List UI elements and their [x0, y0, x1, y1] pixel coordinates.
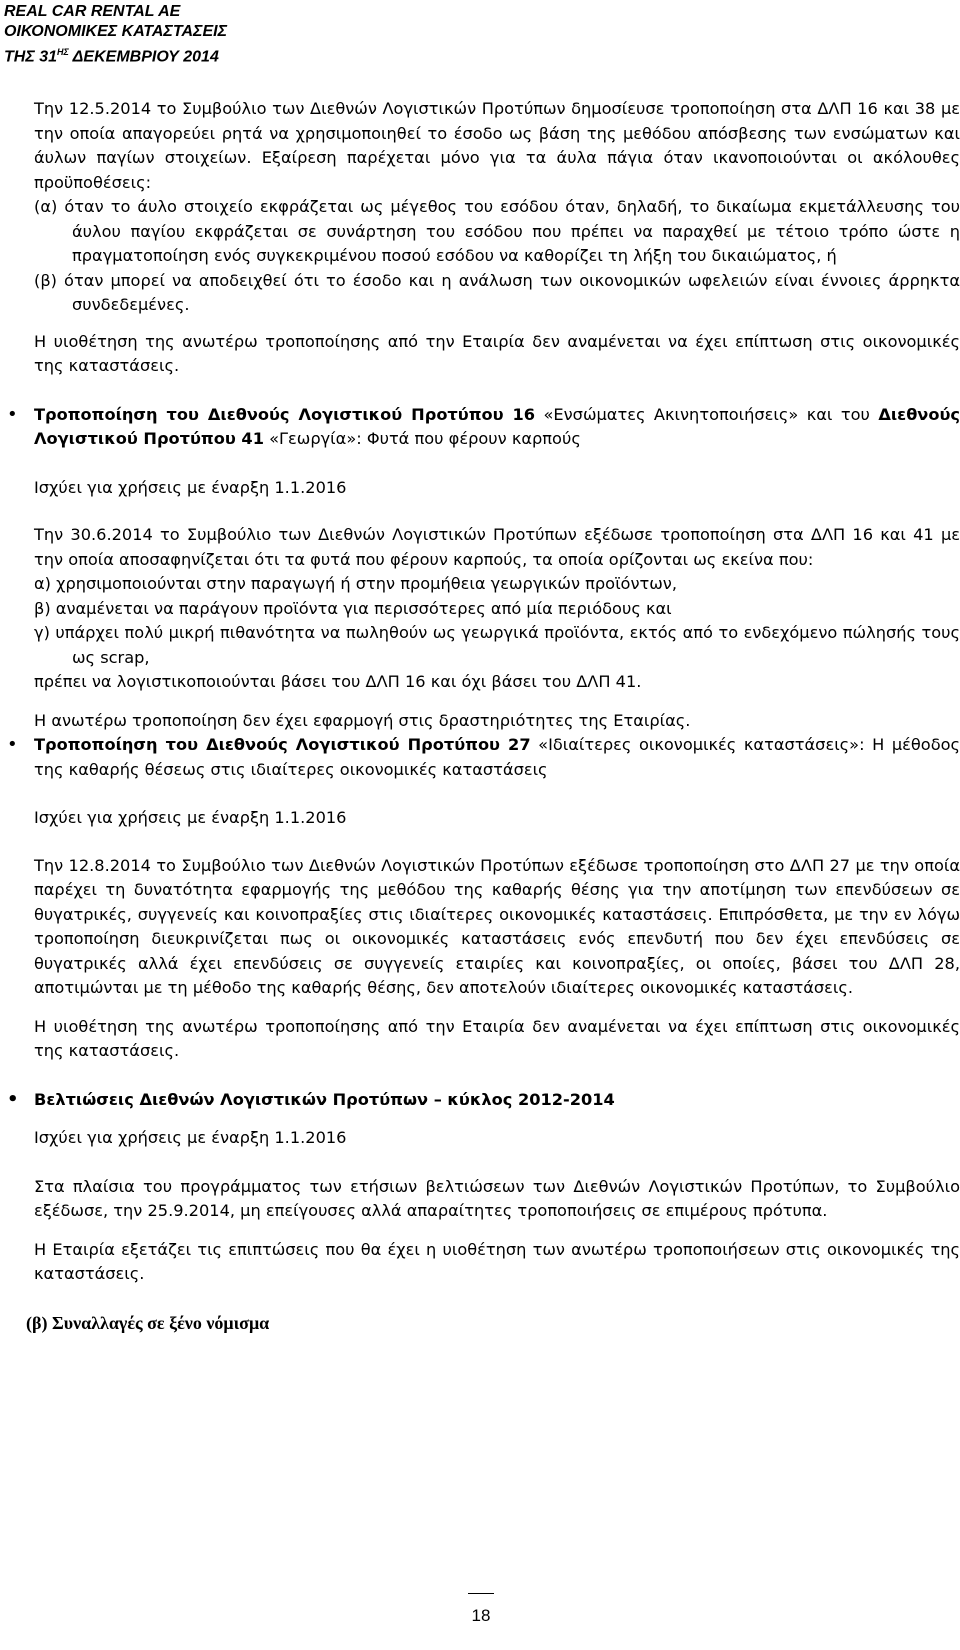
bullet-ias16-41: • Τροποποίηση του Διεθνούς Λογιστικού Προτύπου 16 «Ενσώματες Ακινητοποιήσεις» και του Διεθνούς Λογιστικού Προτύπου 41 «Γεωργία»: Φυτά που φέρουν καρπούς [34, 403, 960, 452]
effective-date: Ισχύει για χρήσεις με έναρξη 1.1.2016 [34, 808, 347, 827]
paragraph: Στα πλαίσια του προγράμματος των ετήσιων βελτιώσεων των Διεθνών Λογιστικών Προτύπων, το Συμβούλιο εξέδωσε, την 25.9.2014, μη επείγουσες αλλά απαραίτητες τροποποιήσεις σε επιμέρους πρότυπα. [34, 1176, 960, 1220]
effective-date: Ισχύει για χρήσεις με έναρξη 1.1.2016 [34, 1128, 347, 1147]
paragraph: Την 12.8.2014 το Συμβούλιο των Διεθνών Λογιστικών Προτύπων εξέδωσε τροποποίηση στο ΔΛΠ 27 με την οποία παρέχει τη δυνατότητα εφαρμογής της μεθόδου της καθαρής θέσης για την αποτίμηση των επενδύσεων σε θυγατρικές, συγγενείς και κοινοπραξίες στις ιδιαίτερες οικονομικές καταστάσεις. Επιπρόσθετα, με την εν λόγω τροποποίηση διευκρινίζεται πως οι οικονομικές καταστάσεις ενός επενδυτή που δεν έχει επενδύσεις σε θυγατρικές αλλά έχει επενδύσεις σε συγγενείς εταιρίες και κοινοπραξίες, οι οποίες, βάσει του ΔΛΠ 28, αποτιμώνται με τη μέθοδο της καθαρής θέσης, δεν αποτελούν ιδιαίτερες οικονομικές καταστάσεις. [34, 855, 960, 997]
paragraph: Η υιοθέτηση της ανωτέρω τροποποίησης από την Εταιρία δεν αναμένεται να έχει επίπτωση στις οικονομικές της καταστάσεις. [34, 331, 960, 375]
bullet-ias27: • Τροποποίηση του Διεθνούς Λογιστικού Προτύπου 27 «Ιδιαίτερες οικονομικές καταστάσεις»: Η μέθοδος της καθαρής θέσεως στις ιδιαίτερες οικονομικές καταστάσεις [34, 733, 960, 782]
paragraph: πρέπει να λογιστικοποιούνται βάσει του ΔΛΠ 16 και όχι βάσει του ΔΛΠ 41. [34, 672, 642, 691]
list-item-c: γ) υπάρχει πολύ μικρή πιθανότητα να πωληθούν ως γεωργικά προϊόντα, εκτός από το ενδεχόμενο πώλησής τους ως scrap, [34, 623, 960, 667]
document-header [4, 2, 227, 67]
list-item-b: β) αναμένεται να παράγουν προϊόντα για περισσότερες από μία περιόδους και [34, 598, 672, 618]
condition-b: (β) όταν μπορεί να αποδειχθεί ότι το έσοδο και η ανάλωση των οικονομικών ωφελειών είναι έννοιες άρρηκτα συνδεδεμένες. [34, 270, 960, 314]
page-number: 18 [471, 1606, 491, 1625]
list-item-a: α) χρησιμοποιούνται στην παραγωγή ή στην προμήθεια γεωργικών προϊόντων, [34, 574, 677, 593]
section-b-heading: (β) Συναλλαγές σε ξένο νόμισμα [26, 1312, 270, 1333]
report-title: ΟΙΚΟΝΟΜΙΚΕΣ ΚΑΤΑΣΤΑΣΕΙΣ [4, 23, 228, 40]
company-name: REAL CAR RENTAL AE [4, 3, 181, 20]
effective-date: Ισχύει για χρήσεις με έναρξη 1.1.2016 [34, 477, 347, 497]
document-body [26, 97, 960, 1335]
bullet-improvements: • Βελτιώσεις Διεθνών Λογιστικών Προτύπων – κύκλος 2012-2014 [34, 1088, 960, 1113]
paragraph: Η Εταιρία εξετάζει τις επιπτώσεις που θα έχει η υιοθέτηση των ανωτέρω τροποποιήσεων στις οικονομικές της καταστάσεις. [34, 1239, 960, 1283]
condition-a: (α) όταν το άυλο στοιχείο εκφράζεται ως μέγεθος του εσόδου όταν, δηλαδή, το δικαίωμα εκμετάλλευσης του άυλου παγίου εκφράζεται σε συνάρτηση του εσόδου που πρέπει να παραχθεί με τέτοιο τρόπο ώστε η πραγματοποίηση ενός συγκεκριμένου ποσού εσόδου να καθορίζει τη λήξη του δικαιώματος, ή [34, 197, 960, 265]
paragraph: Η ανωτέρω τροποποίηση δεν έχει εφαρμογή στις δραστηριότητες της Εταιρίας. [34, 710, 691, 730]
paragraph: Την 30.6.2014 το Συμβούλιο των Διεθνών Λογιστικών Προτύπων εξέδωσε τροποποίηση στα ΔΛΠ 16 και 41 με την οποία αποσαφηνίζεται ότι τα φυτά που φέρουν καρπούς, τα οποία ορίζονται ως εκείνα που: [34, 525, 960, 569]
paragraph: Την 12.5.2014 το Συμβούλιο των Διεθνών Λογιστικών Προτύπων δημοσίευσε τροποποίηση στα ΔΛΠ 16 και 38 με την οποία απαγορεύει ρητά να χρησιμοποιηθεί το έσοδο ως βάση της μεθόδου απόσβεσης των ενσώματων και άυλων παγίων στοιχείων. Εξαίρεση παρέχεται μόνο για τα άυλα πάγια όταν ικανοποιούνται οι ακόλουθες προϋποθέσεις: [34, 99, 960, 192]
paragraph: Η υιοθέτηση της ανωτέρω τροποποίησης από την Εταιρία δεν αναμένεται να έχει επίπτωση στις οικονομικές της καταστάσεις. [34, 1016, 960, 1060]
footer-rule [468, 1593, 494, 1594]
report-date: ΤΗΣ $31^{H\Sigma}$ ΔΕΚΕΜΒΡΙΟΥ 2014 [4, 47, 219, 66]
